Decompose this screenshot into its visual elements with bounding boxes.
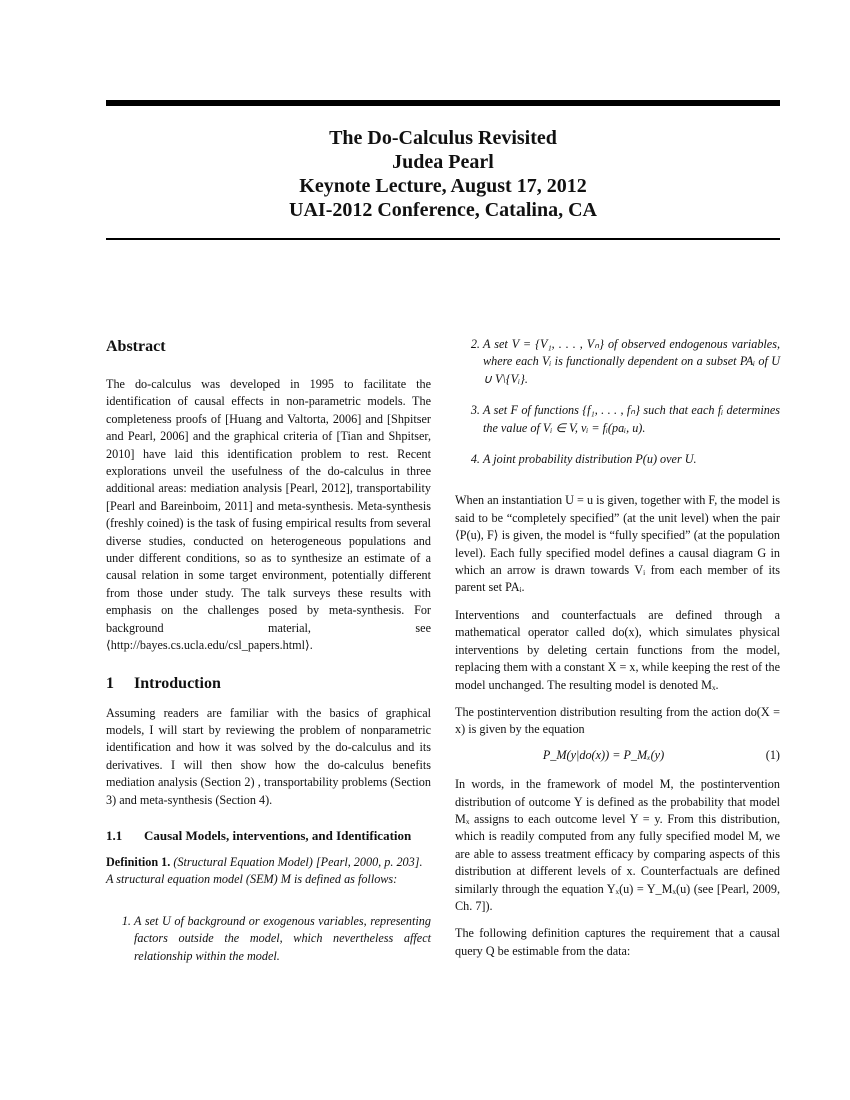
left-column (106, 336, 431, 979)
definition-item-3: 3. A set F of functions {f₁, . . . , fₙ} such that each fᵢ determines the value of Vᵢ ∈ V, vᵢ = fᵢ(paᵢ, u). (483, 402, 780, 437)
author-name: Judea Pearl (392, 151, 494, 173)
definition-intro: A structural equation model (SEM) M is defined as follows: (106, 872, 398, 887)
conference-line: UAI-2012 Conference, Catalina, CA (289, 199, 597, 221)
definition-label: Definition 1. (106, 854, 171, 869)
title-block (106, 126, 780, 222)
definition-item-2: 2. A set V = {V₁, . . . , Vₙ} of observed endogenous variables, where each Vᵢ is functionally dependent on a subset PAᵢ of U ∪ V\{Vᵢ}. (483, 336, 780, 388)
equation-number: (1) (765, 747, 780, 762)
intro-text: Assuming readers are familiar with the basics of graphical models, I will start by reviewing the problem of nonparametric identification and how it was solved by the do-calculus and its derivatives. I will then show how the do-calculus benefits mediation analysis (Section 2) , transportability problems (Section 3) and meta-synthesis (Section 4). (106, 705, 431, 807)
abstract-heading: Abstract (106, 338, 166, 355)
postintervention-text: The postintervention distribution resulting from the action do(X = x) is given by the equation (455, 704, 780, 737)
subsection-heading (106, 827, 431, 844)
top-rule (106, 100, 780, 106)
definition-list (106, 913, 431, 965)
intro-title: Introduction (134, 674, 221, 692)
interventions-text: Interventions and counterfactuals are defined through a mathematical operator called do(x), which simulates physical interventions by deleting certain functions from the model, replacing them with a constant X = x, while keeping the rest of the model unchanged. The resulting model is denoted Mₓ. (455, 607, 781, 692)
subsection-title: Causal Models, interventions, and Identification (144, 827, 412, 843)
model-specification-text: When an instantiation U = u is given, together with F, the model is said to be “completely specified” (at the unit level) when the pair ⟨P(u), F⟩ is given, the model is “fully specified” (at the population level). Each fully specified model defines a causal diagram G in which an arrow is drawn towards Vᵢ from each member of its parent set PAᵢ. (455, 493, 780, 595)
event-line: Keynote Lecture, August 17, 2012 (299, 175, 587, 197)
subsection-number: 1.1 (106, 827, 123, 843)
definition-item-4: 4. A joint probability distribution P(u) over U. (483, 451, 780, 468)
right-column (455, 336, 780, 960)
intro-heading (106, 673, 431, 695)
equation-body: P_M(y|do(x)) = P_Mₓ(y) (542, 747, 665, 762)
counterfactuals-text: In words, in the framework of model M, the postintervention distribution of outcome Y is defined as the probability that model Mₓ assigns to each outcome level Y = y. From this distribution, which is readily computed from any fully specified model M, we are able to assess treatment efficacy by comparing aspects of this distribution at different levels of x. Counterfactuals are defined similarly through the equation Yₓ(u) = Y_Mₓ(u) (see [Pearl, 2009, Ch. 7]). (455, 777, 780, 913)
definition-item-1: 1. A set U of background or exogenous variables, representing factors outside the model, which nevertheless affect relationship within the model. (134, 913, 431, 965)
definition-source: (Structural Equation Model) [Pearl, 2000, p. 203]. (173, 854, 423, 869)
abstract-text: The do-calculus was developed in 1995 to facilitate the identification of causal effects in non-parametric models. The completeness proofs of [Huang and Valtorta, 2006] and [Shpitser and Pearl, 2006] and the graphical criteria of [Tian and Shpitser, 2010] have laid this identification problem to rest. Recent explorations unveil the usefulness of the do-calculus in three additional areas: mediation analysis [Pearl, 2012], transportability [Pearl and Bareinboim, 2011] and meta-synthesis. Meta-synthesis (freshly coined) is the task of fusing empirical results from several diverse studies, conducted on heterogeneous populations and under different conditions, so as to synthesize an estimate of a causal relation in some target environment, potentially different from those under study. The talk surveys these results with emphasis on the challenges posed by meta-synthesis. For background material, see ⟨http://bayes.cs.ucla.edu/csl_papers.html⟩. (106, 377, 431, 653)
paper-title: The Do-Calculus Revisited (329, 127, 557, 149)
definition-lead-text: The following definition captures the requirement that a causal query Q be estimable from the data: (455, 926, 780, 958)
equation-1 (455, 747, 780, 764)
intro-number: 1 (106, 674, 114, 692)
definition-header (106, 854, 431, 871)
definition-list-continued (455, 336, 780, 468)
bottom-rule (106, 238, 780, 240)
